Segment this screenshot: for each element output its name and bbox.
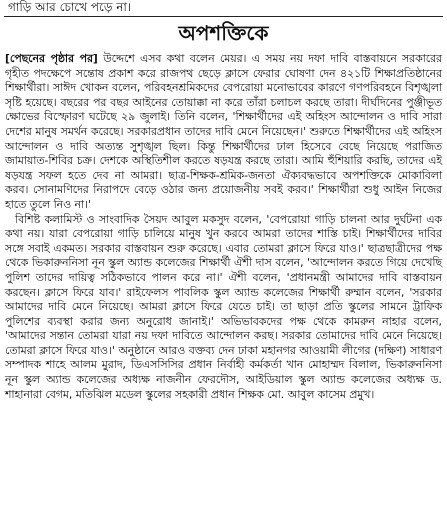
previous-article-tail: গাড়ি আর চোখে পড়ে না। bbox=[8, 0, 132, 14]
article-paragraph bbox=[4, 213, 443, 403]
paragraph-text: বিশিষ্ট কলামিস্ট ও সাংবাদিক সৈয়দ আবুল মকসুদ বলেন, 'বেপরোয়া গাড়ি চালনা আর দুর্ঘটনা এক কথা নয়। যারা বেপরোয়া গাড়ি চালিয়ে মানুষ খুন করবে আমরা তাদের শাস্তি চাই। শিক্ষার্থীদের দাবির সঙ্গে সবাই একমত। সরকার বাস্তবায়ন শুরু করেছে। এবার তোমরা ক্লাসে ফিরে যাও।' ছাত্রছাত্রীদের পক্ষ থেকে ভিকারুননিসা নূন স্কুল অ্যান্ড কলেজের শিক্ষার্থী ঐশী দাস বলেন, 'আন্দোলন করতে গিয়ে দেখেছি পুলিশ তাদের দায়িত্ব সঠিকভাবে পালন করে না।' ঐশী বলেন, 'প্রধানমন্ত্রী আমাদের দাবি বাস্তবায়ন করছেন। ক্লাসে ফিরে যাব।' রাইফেলস পাবলিক স্কুল অ্যান্ড কলেজের শিক্ষার্থী রুম্মান বলেন, 'সরকার আমাদের দাবি মেনে নিয়েছে। আমরা ক্লাসে ফিরে যেতে চাই। তা ছাড়া প্রতি স্কুলের সামনে ট্রাফিক পুলিশের ব্যবস্থা করার জন্য অনুরোধ জানাই।' অভিভাবকদের পক্ষ থেকে কামরুন নাহার বলেন, 'আমাদের সন্তান তোমরা যারা নয় দফা দাবিতে আন্দোলন করছ। সরকার তোমাদের দাবি মেনে নিয়েছে। তোমরা ক্লাসে ফিরে যাও।' অনুষ্ঠানে আরও বক্তব্য দেন ঢাকা মহানগর আওয়ামী লীগের (দক্ষিণ) সাধারণ সম্পাদক শাহে আলম মুরাদ, ডিএসসিসির প্রধান নির্বাহী কর্মকর্তা খান মোহাম্মদ বিলাল, ভিকারুননিসা নূন স্কুল অ্যান্ড কলেজের অধ্যক্ষ নাজনীন ফেরদৌস, আইডিয়াল স্কুল অ্যান্ড কলেজের অধ্যক্ষ ড. শাহানারা বেগম, মতিঝিল মডেল স্কুলের সহকারী প্রধান শিক্ষক মো. আবুল কাসেম প্রমুখ। bbox=[5, 212, 442, 401]
article-headline: অপশক্তিকে bbox=[178, 21, 269, 45]
paragraph-text: উদ্দেশে এসব কথা বলেন মেয়র। এ সময় নয় দফা দাবি বাস্তবায়নে সরকারের গৃহীত পদক্ষেপে সন্তোষ প্রকাশ করে রাজপথ ছেড়ে ক্লাসে ফেরার ঘোষণা দেন ৪২১টি শিক্ষাপ্রতিষ্ঠানের শিক্ষার্থীরা। সাঈদ খোকন বলেন, পরিবহনশ্রমিকদের বেপরোয়া মনোভাবের কারণে গণপরিবহনে বিশৃঙ্খলা সৃষ্টি হয়েছে। বছরের পর বছর আইনের তোয়াক্কা না করে তাঁরা চলাচল করছে তারা। দীর্ঘদিনের পুঞ্জীভূত ক্ষোভের বিস্ফোরণ ঘটেছে ২৯ জুলাই। তিনি বলেন, 'শিক্ষার্থীদের এই অহিংস আন্দোলন ও দাবি সারা দেশের মানুষ সমর্থন করেছে। সরকারপ্রধান তাদের দাবি মেনে নিয়েছেন।' শুরুতে শিক্ষার্থীদের এই অহিংস আন্দোলন ও দাবি অত্যন্ত সুশৃঙ্খল ছিল। কিন্তু শিক্ষার্থীদের ঢাল হিসেবে বেছে নিয়েছে পরাজিত জামায়াত-শিবির চক্র। দেশকে অস্থিতিশীল করতে ষড়যন্ত্র করছে তারা। আমি হুঁশিয়ারি করছি, তাদের এই ষড়যন্ত্র সফল হতে দেব না আমরা। ছাত্র-শিক্ষক-শ্রমিক-জনতা ঐক্যবদ্ধভাবে অপশক্তিকে মোকাবিলা করব। সোনামণিদের নিরাপদে বেড়ে ওঠার জন্য প্রয়োজনীয় সবই করব।' শিক্ষার্থীরা শুধু আইন নিজের হাতে তুলে নিও না।' bbox=[5, 52, 442, 211]
article-paragraph bbox=[4, 52, 443, 213]
divider-rule bbox=[4, 16, 443, 17]
continuation-label: [পেছনের পৃষ্ঠার পর] bbox=[5, 52, 98, 65]
